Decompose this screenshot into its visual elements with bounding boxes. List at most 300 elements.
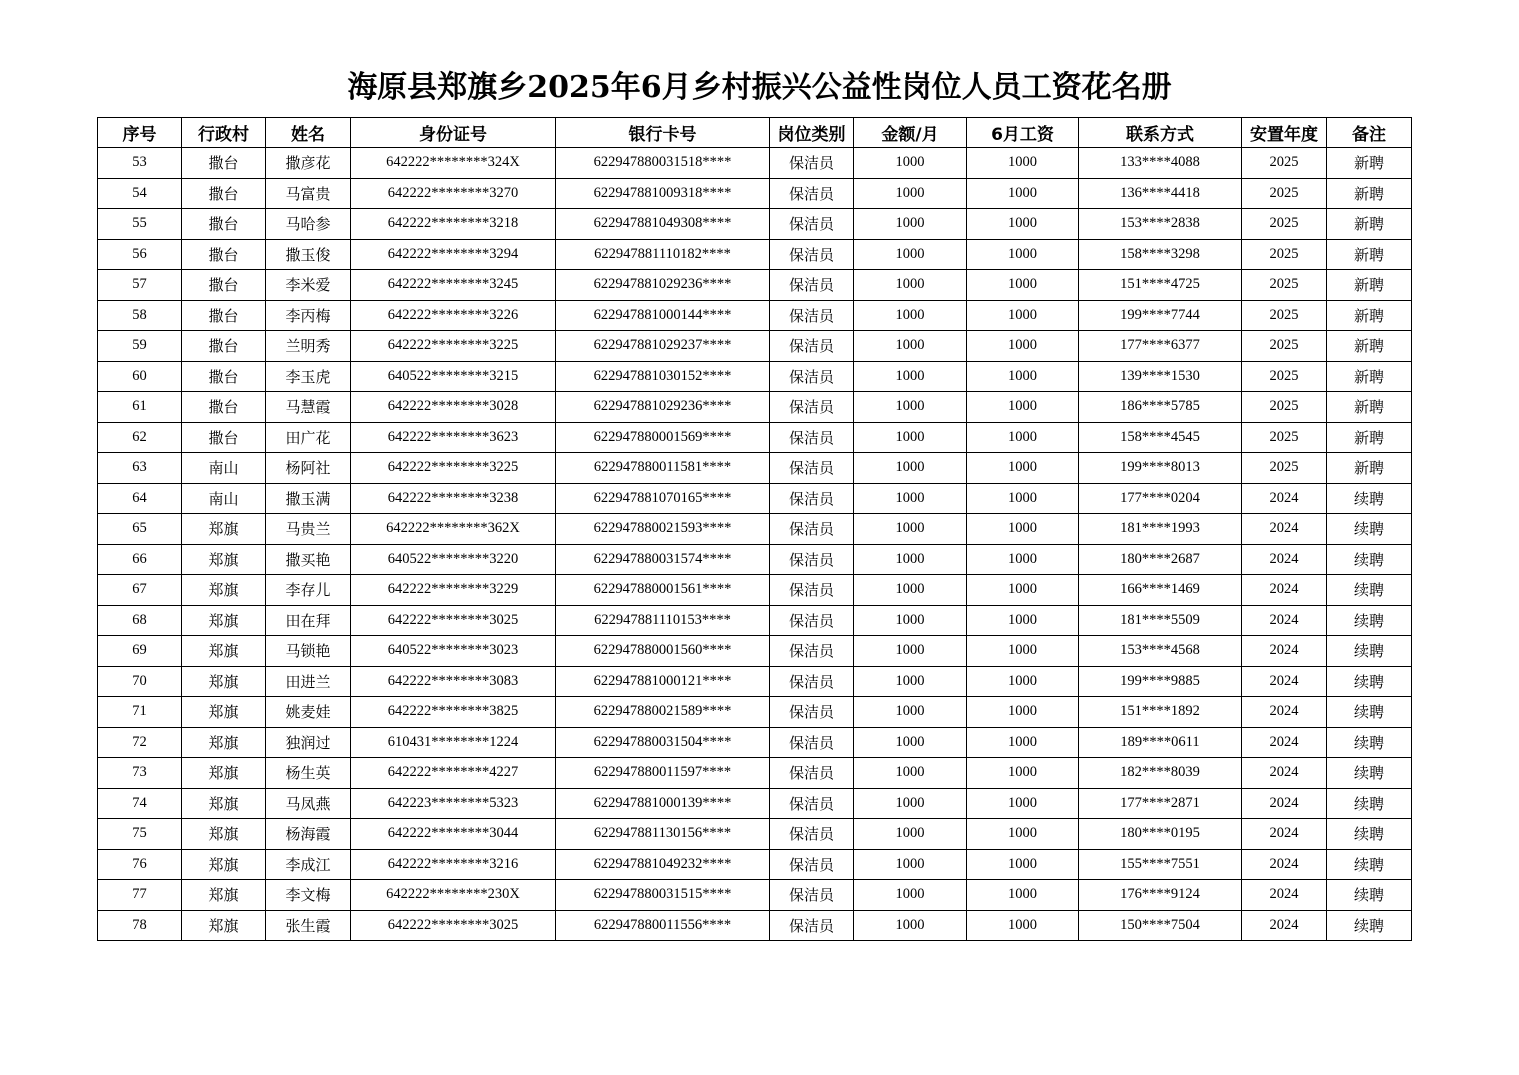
cell-remark: 续聘: [1327, 758, 1412, 789]
cell-remark: 新聘: [1327, 270, 1412, 301]
cell-placement-year: 2025: [1242, 361, 1327, 392]
table-row: [98, 361, 1412, 392]
cell-seq: 68: [98, 605, 182, 636]
cell-seq: 77: [98, 880, 182, 911]
column-header-monthly-amount: 金额/月: [854, 118, 967, 148]
table-row: [98, 819, 1412, 850]
cell-village: 南山: [182, 453, 266, 484]
cell-placement-year: 2025: [1242, 148, 1327, 179]
table-header-row: [98, 118, 1412, 148]
cell-placement-year: 2025: [1242, 453, 1327, 484]
cell-remark: 新聘: [1327, 300, 1412, 331]
cell-name: 李玉虎: [266, 361, 351, 392]
column-header-bank-card: 银行卡号: [556, 118, 770, 148]
cell-seq: 66: [98, 544, 182, 575]
cell-bank-card: 622947881030152****: [556, 361, 770, 392]
table-body: [98, 148, 1412, 941]
cell-monthly-amount: 1000: [854, 270, 967, 301]
cell-monthly-amount: 1000: [854, 727, 967, 758]
cell-id-number: 640522********3215: [351, 361, 556, 392]
cell-post-type: 保洁员: [770, 544, 854, 575]
cell-seq: 78: [98, 910, 182, 941]
cell-june-wage: 1000: [967, 910, 1079, 941]
cell-monthly-amount: 1000: [854, 392, 967, 423]
cell-monthly-amount: 1000: [854, 575, 967, 606]
cell-seq: 61: [98, 392, 182, 423]
cell-remark: 新聘: [1327, 422, 1412, 453]
cell-bank-card: 622947880011581****: [556, 453, 770, 484]
cell-seq: 60: [98, 361, 182, 392]
cell-id-number: 642222********3216: [351, 849, 556, 880]
cell-contact: 177****0204: [1079, 483, 1242, 514]
cell-post-type: 保洁员: [770, 605, 854, 636]
table-row: [98, 636, 1412, 667]
cell-village: 撒台: [182, 178, 266, 209]
cell-monthly-amount: 1000: [854, 697, 967, 728]
cell-contact: 166****1469: [1079, 575, 1242, 606]
cell-remark: 续聘: [1327, 727, 1412, 758]
cell-june-wage: 1000: [967, 605, 1079, 636]
cell-id-number: 642222********3225: [351, 331, 556, 362]
cell-monthly-amount: 1000: [854, 453, 967, 484]
cell-name: 撒买艳: [266, 544, 351, 575]
cell-monthly-amount: 1000: [854, 422, 967, 453]
cell-name: 李文梅: [266, 880, 351, 911]
cell-june-wage: 1000: [967, 209, 1079, 240]
cell-remark: 续聘: [1327, 514, 1412, 545]
cell-bank-card: 622947880001561****: [556, 575, 770, 606]
cell-june-wage: 1000: [967, 575, 1079, 606]
table-row: [98, 148, 1412, 179]
cell-village: 郑旗: [182, 544, 266, 575]
cell-placement-year: 2024: [1242, 758, 1327, 789]
cell-seq: 55: [98, 209, 182, 240]
table-row: [98, 422, 1412, 453]
cell-remark: 新聘: [1327, 331, 1412, 362]
cell-placement-year: 2024: [1242, 880, 1327, 911]
cell-contact: 186****5785: [1079, 392, 1242, 423]
cell-seq: 73: [98, 758, 182, 789]
cell-village: 郑旗: [182, 697, 266, 728]
cell-post-type: 保洁员: [770, 788, 854, 819]
cell-placement-year: 2024: [1242, 483, 1327, 514]
cell-village: 郑旗: [182, 849, 266, 880]
cell-monthly-amount: 1000: [854, 331, 967, 362]
cell-seq: 58: [98, 300, 182, 331]
table-row: [98, 209, 1412, 240]
cell-id-number: 642222********3229: [351, 575, 556, 606]
cell-id-number: 642222********3825: [351, 697, 556, 728]
cell-contact: 136****4418: [1079, 178, 1242, 209]
cell-monthly-amount: 1000: [854, 910, 967, 941]
cell-remark: 新聘: [1327, 453, 1412, 484]
cell-name: 马慧霞: [266, 392, 351, 423]
table-row: [98, 270, 1412, 301]
cell-id-number: 642223********5323: [351, 788, 556, 819]
cell-contact: 158****3298: [1079, 239, 1242, 270]
cell-placement-year: 2024: [1242, 605, 1327, 636]
cell-village: 郑旗: [182, 575, 266, 606]
cell-seq: 74: [98, 788, 182, 819]
cell-placement-year: 2024: [1242, 697, 1327, 728]
cell-remark: 续聘: [1327, 788, 1412, 819]
cell-seq: 59: [98, 331, 182, 362]
cell-monthly-amount: 1000: [854, 514, 967, 545]
table-row: [98, 880, 1412, 911]
cell-id-number: 642222********3025: [351, 910, 556, 941]
cell-bank-card: 622947881029236****: [556, 270, 770, 301]
table-row: [98, 331, 1412, 362]
cell-placement-year: 2025: [1242, 392, 1327, 423]
cell-name: 兰明秀: [266, 331, 351, 362]
cell-post-type: 保洁员: [770, 819, 854, 850]
cell-seq: 67: [98, 575, 182, 606]
cell-contact: 139****1530: [1079, 361, 1242, 392]
cell-id-number: 642222********3245: [351, 270, 556, 301]
cell-placement-year: 2025: [1242, 422, 1327, 453]
cell-id-number: 642222********3225: [351, 453, 556, 484]
cell-seq: 72: [98, 727, 182, 758]
cell-name: 田广花: [266, 422, 351, 453]
cell-bank-card: 622947881009318****: [556, 178, 770, 209]
cell-monthly-amount: 1000: [854, 636, 967, 667]
cell-monthly-amount: 1000: [854, 819, 967, 850]
cell-id-number: 610431********1224: [351, 727, 556, 758]
column-header-name: 姓名: [266, 118, 351, 148]
cell-remark: 续聘: [1327, 666, 1412, 697]
cell-placement-year: 2025: [1242, 331, 1327, 362]
cell-seq: 70: [98, 666, 182, 697]
cell-name: 马贵兰: [266, 514, 351, 545]
cell-contact: 180****2687: [1079, 544, 1242, 575]
cell-placement-year: 2025: [1242, 300, 1327, 331]
cell-june-wage: 1000: [967, 300, 1079, 331]
cell-seq: 76: [98, 849, 182, 880]
cell-id-number: 642222********324X: [351, 148, 556, 179]
cell-remark: 续聘: [1327, 483, 1412, 514]
cell-remark: 新聘: [1327, 178, 1412, 209]
cell-bank-card: 622947881029237****: [556, 331, 770, 362]
cell-seq: 62: [98, 422, 182, 453]
cell-placement-year: 2024: [1242, 727, 1327, 758]
cell-id-number: 640522********3220: [351, 544, 556, 575]
table-row: [98, 392, 1412, 423]
cell-bank-card: 622947881029236****: [556, 392, 770, 423]
column-header-contact: 联系方式: [1079, 118, 1242, 148]
table-row: [98, 178, 1412, 209]
cell-bank-card: 622947881049232****: [556, 849, 770, 880]
cell-village: 南山: [182, 483, 266, 514]
cell-village: 撒台: [182, 148, 266, 179]
cell-name: 田在拜: [266, 605, 351, 636]
cell-post-type: 保洁员: [770, 727, 854, 758]
cell-id-number: 642222********3238: [351, 483, 556, 514]
cell-placement-year: 2024: [1242, 910, 1327, 941]
cell-post-type: 保洁员: [770, 453, 854, 484]
cell-seq: 69: [98, 636, 182, 667]
cell-post-type: 保洁员: [770, 514, 854, 545]
cell-contact: 189****0611: [1079, 727, 1242, 758]
cell-name: 李成江: [266, 849, 351, 880]
cell-post-type: 保洁员: [770, 209, 854, 240]
cell-placement-year: 2025: [1242, 270, 1327, 301]
cell-name: 撒玉满: [266, 483, 351, 514]
column-header-id-number: 身份证号: [351, 118, 556, 148]
cell-remark: 续聘: [1327, 697, 1412, 728]
cell-monthly-amount: 1000: [854, 666, 967, 697]
cell-placement-year: 2025: [1242, 178, 1327, 209]
cell-contact: 176****9124: [1079, 880, 1242, 911]
cell-placement-year: 2024: [1242, 819, 1327, 850]
cell-remark: 续聘: [1327, 910, 1412, 941]
cell-village: 郑旗: [182, 727, 266, 758]
cell-seq: 64: [98, 483, 182, 514]
cell-id-number: 642222********3083: [351, 666, 556, 697]
cell-bank-card: 622947881110182****: [556, 239, 770, 270]
cell-bank-card: 622947881000121****: [556, 666, 770, 697]
cell-name: 姚麦娃: [266, 697, 351, 728]
cell-id-number: 642222********3218: [351, 209, 556, 240]
cell-name: 马哈参: [266, 209, 351, 240]
cell-name: 杨海霞: [266, 819, 351, 850]
cell-name: 杨生英: [266, 758, 351, 789]
cell-bank-card: 622947880011597****: [556, 758, 770, 789]
cell-post-type: 保洁员: [770, 300, 854, 331]
table-row: [98, 514, 1412, 545]
cell-monthly-amount: 1000: [854, 209, 967, 240]
cell-placement-year: 2024: [1242, 636, 1327, 667]
cell-june-wage: 1000: [967, 453, 1079, 484]
cell-monthly-amount: 1000: [854, 605, 967, 636]
table-row: [98, 697, 1412, 728]
cell-seq: 75: [98, 819, 182, 850]
cell-monthly-amount: 1000: [854, 849, 967, 880]
cell-remark: 续聘: [1327, 544, 1412, 575]
cell-remark: 续聘: [1327, 575, 1412, 606]
cell-village: 郑旗: [182, 788, 266, 819]
cell-post-type: 保洁员: [770, 483, 854, 514]
cell-bank-card: 622947881110153****: [556, 605, 770, 636]
cell-june-wage: 1000: [967, 148, 1079, 179]
cell-contact: 180****0195: [1079, 819, 1242, 850]
cell-village: 郑旗: [182, 910, 266, 941]
table-row: [98, 483, 1412, 514]
cell-seq: 65: [98, 514, 182, 545]
cell-june-wage: 1000: [967, 636, 1079, 667]
cell-village: 撒台: [182, 239, 266, 270]
cell-contact: 181****1993: [1079, 514, 1242, 545]
cell-placement-year: 2024: [1242, 849, 1327, 880]
cell-remark: 新聘: [1327, 239, 1412, 270]
table-row: [98, 666, 1412, 697]
cell-seq: 57: [98, 270, 182, 301]
cell-june-wage: 1000: [967, 697, 1079, 728]
cell-remark: 续聘: [1327, 819, 1412, 850]
cell-bank-card: 622947881049308****: [556, 209, 770, 240]
cell-contact: 182****8039: [1079, 758, 1242, 789]
cell-june-wage: 1000: [967, 483, 1079, 514]
column-header-village: 行政村: [182, 118, 266, 148]
cell-june-wage: 1000: [967, 331, 1079, 362]
cell-bank-card: 622947880031515****: [556, 880, 770, 911]
cell-post-type: 保洁员: [770, 636, 854, 667]
cell-contact: 151****4725: [1079, 270, 1242, 301]
cell-name: 李存儿: [266, 575, 351, 606]
cell-id-number: 642222********230X: [351, 880, 556, 911]
cell-remark: 新聘: [1327, 209, 1412, 240]
cell-village: 郑旗: [182, 605, 266, 636]
cell-village: 郑旗: [182, 666, 266, 697]
cell-name: 杨阿社: [266, 453, 351, 484]
cell-post-type: 保洁员: [770, 910, 854, 941]
table-row: [98, 727, 1412, 758]
cell-remark: 续聘: [1327, 636, 1412, 667]
cell-id-number: 642222********3270: [351, 178, 556, 209]
cell-june-wage: 1000: [967, 392, 1079, 423]
cell-village: 撒台: [182, 331, 266, 362]
cell-post-type: 保洁员: [770, 758, 854, 789]
cell-village: 郑旗: [182, 636, 266, 667]
cell-seq: 53: [98, 148, 182, 179]
cell-june-wage: 1000: [967, 514, 1079, 545]
cell-name: 李米爱: [266, 270, 351, 301]
cell-bank-card: 622947880001560****: [556, 636, 770, 667]
cell-village: 郑旗: [182, 758, 266, 789]
cell-village: 撒台: [182, 270, 266, 301]
cell-village: 撒台: [182, 392, 266, 423]
cell-remark: 续聘: [1327, 849, 1412, 880]
cell-id-number: 642222********3294: [351, 239, 556, 270]
cell-bank-card: 622947880001569****: [556, 422, 770, 453]
cell-post-type: 保洁员: [770, 361, 854, 392]
cell-contact: 155****7551: [1079, 849, 1242, 880]
cell-id-number: 642222********362X: [351, 514, 556, 545]
table-row: [98, 544, 1412, 575]
cell-june-wage: 1000: [967, 880, 1079, 911]
cell-placement-year: 2024: [1242, 544, 1327, 575]
cell-post-type: 保洁员: [770, 575, 854, 606]
cell-contact: 177****2871: [1079, 788, 1242, 819]
cell-placement-year: 2024: [1242, 788, 1327, 819]
cell-monthly-amount: 1000: [854, 148, 967, 179]
table-row: [98, 605, 1412, 636]
column-header-seq: 序号: [98, 118, 182, 148]
cell-contact: 199****9885: [1079, 666, 1242, 697]
cell-village: 撒台: [182, 209, 266, 240]
cell-post-type: 保洁员: [770, 270, 854, 301]
cell-remark: 新聘: [1327, 148, 1412, 179]
cell-village: 郑旗: [182, 819, 266, 850]
column-header-placement-year: 安置年度: [1242, 118, 1327, 148]
cell-village: 撒台: [182, 300, 266, 331]
cell-june-wage: 1000: [967, 544, 1079, 575]
cell-june-wage: 1000: [967, 270, 1079, 301]
cell-monthly-amount: 1000: [854, 239, 967, 270]
cell-remark: 新聘: [1327, 361, 1412, 392]
cell-monthly-amount: 1000: [854, 758, 967, 789]
table-row: [98, 910, 1412, 941]
cell-june-wage: 1000: [967, 361, 1079, 392]
cell-post-type: 保洁员: [770, 239, 854, 270]
cell-id-number: 642222********4227: [351, 758, 556, 789]
cell-bank-card: 622947881070165****: [556, 483, 770, 514]
cell-june-wage: 1000: [967, 788, 1079, 819]
cell-village: 郑旗: [182, 514, 266, 545]
cell-june-wage: 1000: [967, 849, 1079, 880]
cell-bank-card: 622947881130156****: [556, 819, 770, 850]
cell-placement-year: 2024: [1242, 666, 1327, 697]
cell-bank-card: 622947880011556****: [556, 910, 770, 941]
cell-name: 田进兰: [266, 666, 351, 697]
cell-post-type: 保洁员: [770, 331, 854, 362]
cell-village: 郑旗: [182, 880, 266, 911]
column-header-post-type: 岗位类别: [770, 118, 854, 148]
cell-post-type: 保洁员: [770, 697, 854, 728]
payroll-table: [97, 117, 1412, 941]
cell-monthly-amount: 1000: [854, 300, 967, 331]
table-row: [98, 758, 1412, 789]
cell-contact: 153****4568: [1079, 636, 1242, 667]
cell-contact: 199****8013: [1079, 453, 1242, 484]
cell-id-number: 642222********3028: [351, 392, 556, 423]
cell-name: 马富贵: [266, 178, 351, 209]
cell-contact: 177****6377: [1079, 331, 1242, 362]
table-row: [98, 239, 1412, 270]
cell-placement-year: 2024: [1242, 514, 1327, 545]
cell-placement-year: 2025: [1242, 239, 1327, 270]
cell-post-type: 保洁员: [770, 392, 854, 423]
cell-monthly-amount: 1000: [854, 178, 967, 209]
cell-name: 马凤燕: [266, 788, 351, 819]
cell-monthly-amount: 1000: [854, 483, 967, 514]
cell-id-number: 642222********3025: [351, 605, 556, 636]
cell-village: 撒台: [182, 422, 266, 453]
table-row: [98, 849, 1412, 880]
cell-bank-card: 622947880031574****: [556, 544, 770, 575]
cell-monthly-amount: 1000: [854, 544, 967, 575]
cell-remark: 续聘: [1327, 605, 1412, 636]
cell-june-wage: 1000: [967, 727, 1079, 758]
cell-post-type: 保洁员: [770, 849, 854, 880]
cell-june-wage: 1000: [967, 666, 1079, 697]
column-header-june-wage: 6月工资: [967, 118, 1079, 148]
cell-placement-year: 2024: [1242, 575, 1327, 606]
cell-id-number: 642222********3623: [351, 422, 556, 453]
cell-bank-card: 622947880021589****: [556, 697, 770, 728]
cell-contact: 158****4545: [1079, 422, 1242, 453]
cell-june-wage: 1000: [967, 422, 1079, 453]
cell-june-wage: 1000: [967, 758, 1079, 789]
cell-id-number: 642222********3226: [351, 300, 556, 331]
cell-name: 李丙梅: [266, 300, 351, 331]
cell-post-type: 保洁员: [770, 178, 854, 209]
column-header-remark: 备注: [1327, 118, 1412, 148]
cell-bank-card: 622947880021593****: [556, 514, 770, 545]
cell-contact: 151****1892: [1079, 697, 1242, 728]
cell-monthly-amount: 1000: [854, 361, 967, 392]
cell-june-wage: 1000: [967, 239, 1079, 270]
cell-name: 撒彦花: [266, 148, 351, 179]
cell-id-number: 640522********3023: [351, 636, 556, 667]
cell-contact: 150****7504: [1079, 910, 1242, 941]
table-row: [98, 575, 1412, 606]
cell-monthly-amount: 1000: [854, 788, 967, 819]
table-row: [98, 300, 1412, 331]
cell-seq: 71: [98, 697, 182, 728]
cell-contact: 181****5509: [1079, 605, 1242, 636]
cell-bank-card: 622947881000139****: [556, 788, 770, 819]
cell-name: 张生霞: [266, 910, 351, 941]
